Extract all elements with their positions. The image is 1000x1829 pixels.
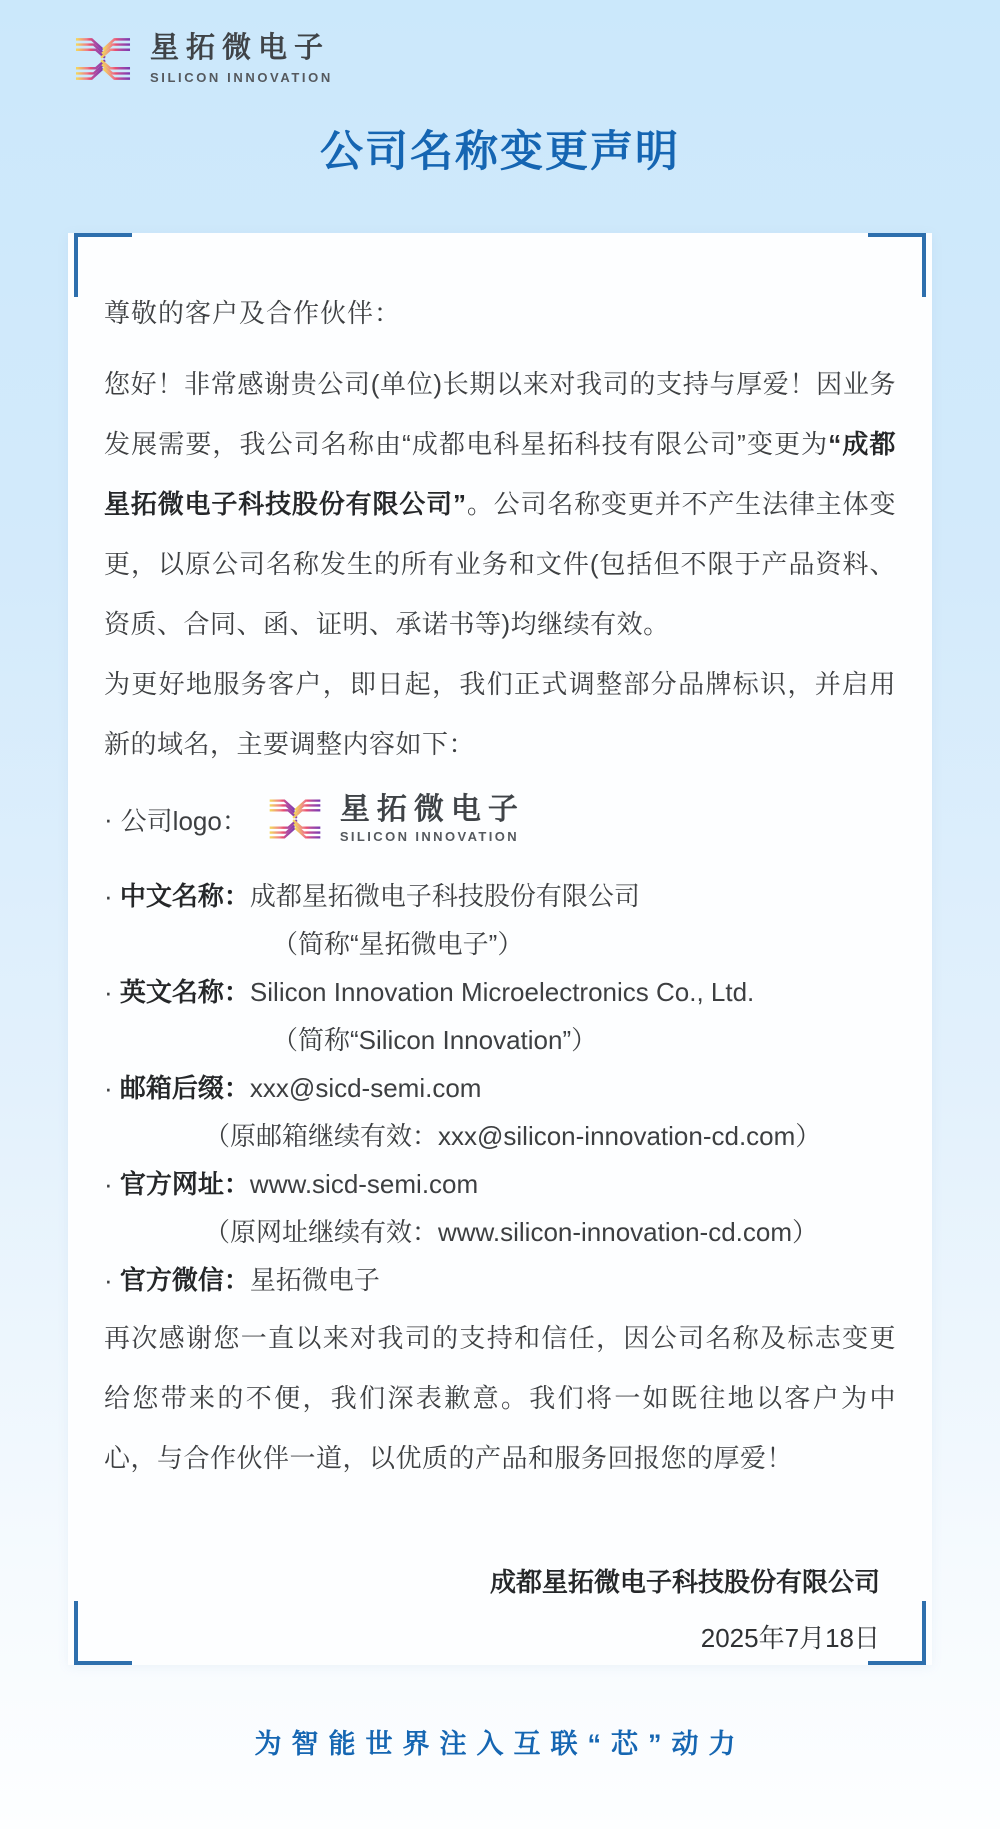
item-website [104,1164,896,1204]
item-chinese-name-note: （简称“星拓微电子”） [272,929,524,959]
salutation: 尊敬的客户及合作伙伴： [104,298,402,328]
inline-logo-text [340,794,525,845]
signature-company: 成都星拓微电子科技股份有限公司 [489,1567,880,1597]
paragraph-segment: 您好！非常感谢贵公司(单位)长期以来对我司的支持与厚爱！因业务发展需要，我公司名称由“成都电科星拓科技有限公司”变更为 [104,369,896,459]
announcement-card [68,233,932,1665]
item-wechat [104,1260,896,1300]
inline-logo-english-name: SILICON INNOVATION [339,829,520,845]
item-label: 官方微信： [119,1265,250,1295]
corner-bracket-bottom-left [74,1601,132,1665]
item-label: 官方网址： [119,1169,250,1199]
item-value: www.sicd-semi.com [249,1169,479,1199]
bullet: · [104,881,113,911]
header-logo [70,28,333,90]
bullet: · [104,977,113,1007]
bullet: · [104,1265,113,1295]
bullet: · [104,803,113,834]
signature-block [104,1554,896,1666]
inline-logo-chinese-name: 星拓微电子 [339,792,525,826]
corner-bracket-top-right [868,233,926,297]
closing-paragraph: 再次感谢您一直以来对我司的支持和信任，因公司名称及标志变更给您带来的不便，我们深表歉意。我们将一如既往地以客户为中心，与合作伙伴一道，以优质的产品和服务回报您的厚爱！ [104,1323,896,1473]
logo-item-label: 公司logo： [120,805,248,836]
bullet: · [104,1169,113,1199]
logo-chinese-name: 星拓微电子 [150,32,331,65]
corner-bracket-bottom-right [868,1601,926,1665]
paragraph-brand-adjust: 为更好地服务客户，即日起，我们正式调整部分品牌标识，并启用新的域名，主要调整内容如下： [104,669,896,759]
logo-item-row [104,790,896,848]
page-title: 公司名称变更声明 [320,128,680,176]
header-logo-text [150,33,333,85]
new-company-name-bold: “成都星拓微电子科技股份有限公司” [104,429,896,519]
company-logo-icon [70,28,136,90]
signature-date: 2025年7月18日 [700,1623,880,1653]
item-email-note: （原邮箱继续有效：xxx@silicon-innovation-cd.com） [204,1121,822,1151]
new-company-logo-icon [264,790,326,848]
item-english-name-note: （简称“Silicon Innovation”） [272,1025,598,1055]
item-label: 中文名称： [119,881,250,911]
card-content [68,233,932,1666]
item-label: 邮箱后缀： [119,1073,250,1103]
paragraph-segment: 。公司名称变更并不产生法律主体变更，以原公司名称发生的所有业务和文件(包括但不限于产品资料、资质、合同、函、证明、承诺书等)均继续有效。 [104,489,896,639]
logo-english-name: SILICON INNOVATION [150,69,333,85]
footer-slogan: 为智能世界注入互联“芯”动力 [254,1729,746,1759]
item-value: xxx@sicd-semi.com [249,1073,482,1103]
bullet: · [104,1073,113,1103]
item-value: 成都星拓微电子科技股份有限公司 [249,881,640,911]
item-value: Silicon Innovation Microelectronics Co., Ltd. [249,977,755,1007]
item-email-suffix [104,1068,896,1108]
item-value: 星拓微电子 [249,1265,380,1295]
item-english-name [104,972,896,1012]
item-website-note: （原网址继续有效：www.silicon-innovation-cd.com） [204,1217,819,1247]
item-chinese-name [104,876,896,916]
info-items [104,876,896,1300]
corner-bracket-top-left [74,233,132,297]
item-label: 英文名称： [119,977,250,1007]
paragraph-name-change [104,354,896,654]
